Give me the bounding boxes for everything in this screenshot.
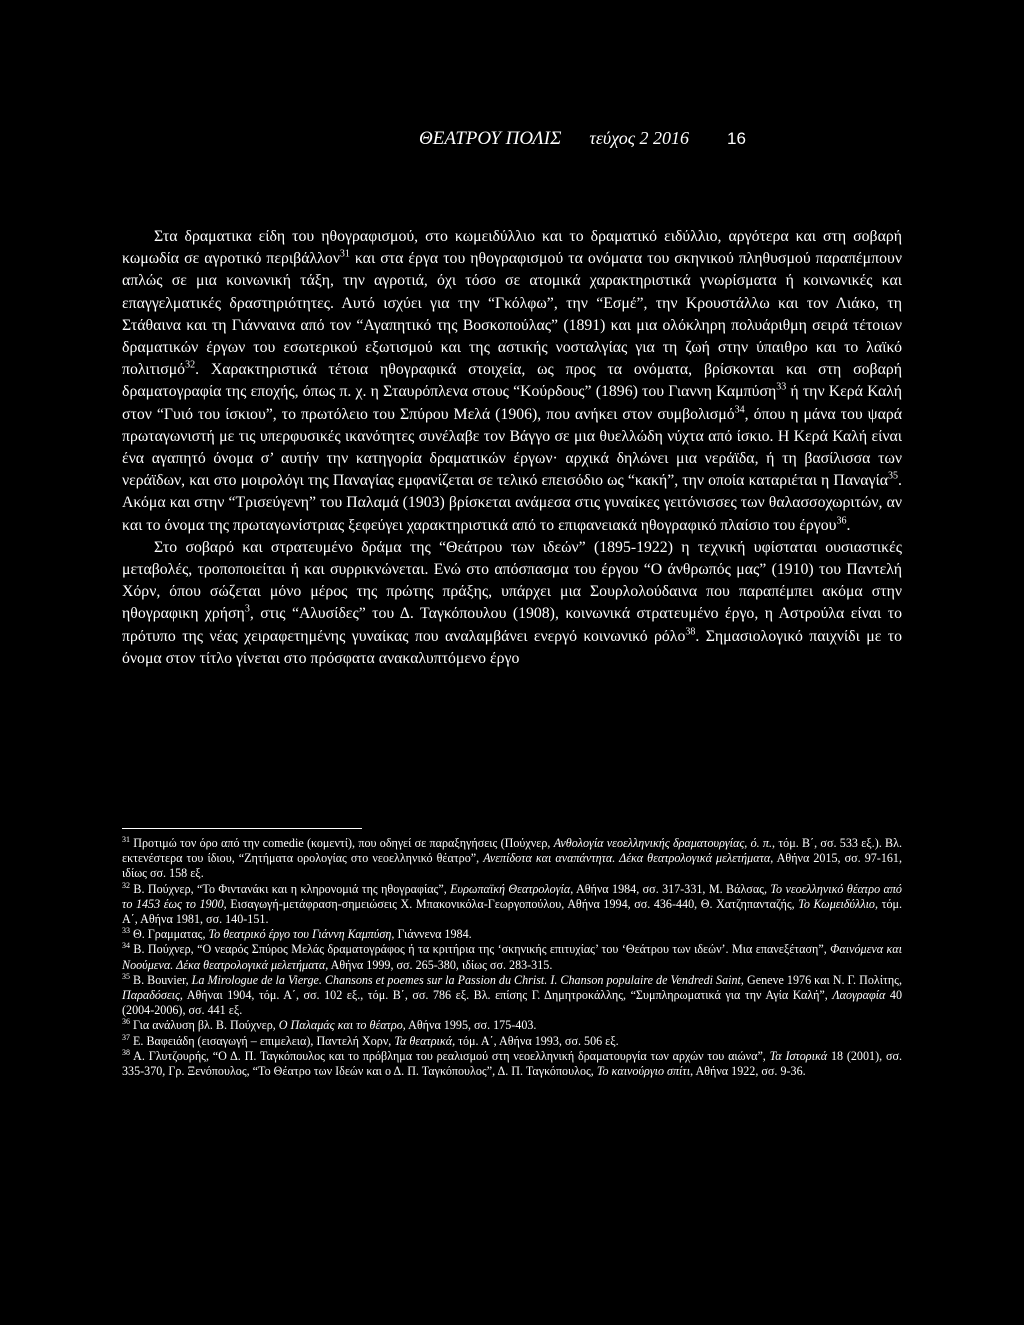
footnote-33 (122, 927, 902, 942)
text-run: Προτιμώ τον όρο από την comedie (κομεντί), που οδηγεί σε παραξηγήσεις (Πούχνερ, (130, 836, 554, 850)
footnote-ref-35: 35 (888, 470, 899, 482)
footnote-32 (122, 882, 902, 928)
italic-title: Το Κωμειδύλλιο (798, 896, 875, 911)
page-number: 16 (727, 129, 746, 148)
footnote-number: 38 (122, 1047, 130, 1057)
italic-title: Το καινούργιο σπίτι (596, 1064, 691, 1079)
footnote-number: 36 (122, 1017, 130, 1027)
text-run: B. Bouvier, (130, 972, 192, 987)
italic-title: Λαογραφία (832, 988, 886, 1003)
footnote-37 (122, 1034, 902, 1049)
footnote-separator (122, 828, 362, 829)
text-run: , Geneve 1976 και Ν. Γ. Πολίτης, (740, 972, 902, 987)
text-run: , Γιάννενα 1984. (391, 927, 472, 942)
text-run: . Χαρακτηριστικά τέτοια ηθογραφικά στοιχεία, ως προς τα ονόματα, βρίσκονται και στη σοβαρή δραματογραφία της εποχής, όπως π. χ. η Σταυρόπλενα στους “Κούρδους” (1896) του Γιαννη Καμπύση (122, 361, 902, 401)
footnote-number: 37 (122, 1032, 130, 1042)
text-run: Στο σοβαρό και στρατευμένο δράμα της “Θεάτρου των ιδεών” (1895-1922) η τεχνική υφίσταται ουσιαστικές μεταβολές, τροποποιείται ή και συρρικνώνεται. Ενώ στο απόσπασμα του έργου “Ο άνθρωπός μας” (1910) του Παντελή Χόρν, όπου σώζεται μόνο μέρος της πρώτης πράξης, υπάρχει μια Σουρλολούδαινα που παραπέμπει ακόμα στην ηθογραφικη χρήση (122, 538, 902, 623)
text-run: ή την Κερά Καλή στον “Γυιό του ίσκιου”, το πρωτόλειο του Σπύρου Μελά (1906), που ανήκει στον συμβολισμό (122, 383, 903, 423)
footnote-ref-36: 36 (836, 515, 847, 527)
italic-title: Ανθολογία νεοελληνικής δραματουργίας, ό. π. (553, 836, 773, 850)
footnote-31 (122, 836, 902, 882)
italic-title: Το νεοελληνικό θέατρο από το 1453 έως το 1900 (122, 881, 902, 911)
text-run: Για ανάλυση βλ. Β. Πούχνερ, (130, 1018, 279, 1033)
italic-title: Ο Παλαμάς και το θέατρο (278, 1018, 403, 1033)
footnote-36 (122, 1018, 902, 1033)
footnote-number: 32 (122, 880, 130, 890)
footnote-34 (122, 942, 902, 972)
footnote-38 (122, 1049, 902, 1079)
text-run: . Ακόμα και στην “Τρισεύγενη” του Παλαμά (1903) βρίσκεται ανάμεσα στις γυναίκες γειτόνισσες των θαλασσοχωριτών, αν και το όνομα της πρωταγωνίστριας ξεφεύγει χαρακτηριστικά από το επιφανειακά ηθογραφικό πλαίσιο του έργου (122, 472, 902, 534)
italic-title: Τα Ιστορικά (769, 1048, 828, 1063)
text-run: , Αθήνα 1995, σσ. 175-403. (402, 1018, 537, 1033)
footnote-ref-32: 32 (185, 359, 196, 371)
text-run: Α. Γλυτζουρής, “Ο Δ. Π. Ταγκόπουλος και το πρόβλημα του ρεαλισμού στη νεοελληνική δραματουργία των αρχών του αιώνα”, (130, 1048, 770, 1063)
footnote-number: 35 (122, 971, 130, 981)
paragraph-1 (122, 226, 902, 537)
footnote-ref-37: 3 (244, 604, 250, 616)
text-run: , τόμ. Α΄, Αθήνα 1993, σσ. 506 εξ. (452, 1033, 619, 1048)
paragraph-2 (122, 537, 902, 670)
running-header (419, 128, 746, 150)
footnote-ref-38: 38 (685, 626, 696, 638)
journal-title: ΘΕΑΤΡΟΥ ΠΟΛΙΣ (419, 128, 562, 149)
footnote-number: 33 (122, 926, 130, 936)
italic-title: Φαινόμενα και Νοούμενα. Δέκα θεατρολογικά μελετήματα (122, 942, 902, 972)
text-run: , Αθήνα 1922, σσ. 9-36. (690, 1064, 806, 1079)
italic-title: Παραδόσεις (122, 988, 180, 1003)
text-run: , τόμ. Β΄, σσ. 533 εξ.). Βλ. εκτενέστερα του ίδιου, “Ζητήματα ορολογίας στο νεοελληνικό θέατρο”, (122, 836, 902, 866)
italic-title: Ευρωπαϊκή Θεατρολογία (450, 881, 571, 896)
footnote-35 (122, 973, 902, 1019)
text-run: , στις “Αλυσίδες” του Δ. Ταγκόπουλου (1908), κοινωνικά στρατευμένο έργο, η Αστρούλα είναι το πρότυπο της νέας χειραφετημένης γυναίκας που αναλαμβάνει ενεργό κοινωνικό ρόλο (122, 605, 902, 645)
footnote-ref-33: 33 (776, 382, 787, 394)
italic-title: Ανεπίδοτα και αναπάντητα. Δέκα θεατρολογικά μελετήματα (483, 851, 771, 866)
text-run: , Αθήνα 2015, σσ. 97-161, ιδίως σσ. 158 εξ. (122, 851, 902, 881)
text-run: , τόμ. Α΄, Αθήνα 1981, σσ. 140-151. (122, 896, 902, 927)
text-run: , Αθήνα 1984, σσ. 317-331, Μ. Βάλσας, (570, 881, 771, 896)
text-run: Ε. Βαφειάδη (εισαγωγή – επιμελεια), Παντελή Χορν, (130, 1033, 395, 1048)
footnotes (122, 836, 902, 1079)
footnote-ref-31: 31 (339, 248, 350, 260)
text-run: , όπου η μάνα του ψαρά πρωταγωνιστή με τις υπερφυσικές ικανότητες συνέλαβε τον Βάγγο σε μια θυελλώδη νύχτα από ίσκιο. Η Κερά Καλή είναι ένα αγαπητό όνομα σ’ αυτήν την κατηγορία δραματικών έργων· αρχικά δηλώνει μια νεράϊδα, ή τη βασίλισσα των νεράϊδων, και στο μοιρολόγι της Παναγίας εμφανίζεται σε τελικό επεισόδιο ως “κακή”, την οποία καταριέται η Παναγία (122, 405, 903, 490)
footnote-number: 34 (122, 941, 130, 951)
text-run: και στα έργα του ηθογραφισμού τα ονόματα του σκηνικού πληθυσμού παραπέμπουν απλώς σε μια κοινωνική τάξη, την αγροτιά, όχι τόσο σε ατομικά χαρακτηριστικά γνωρίσματα ή κοινωνικές και επαγγελματικές δραστηριότητες. Αυτό ισχύει για την “Γκόλφω”, την “Εσμέ”, την Κρουστάλλω και τον Λιάκο, τη Στάθαινα και τη Γιάνναινα από τον “Αγαπητικό της Βοσκοπούλας” (1891) και μια ολόκληρη πολυάριθμη σειρά τέτοιων δραματικών έργων του εσωτερικού εξωτισμού και της αστικής νοσταλγίας για τη ζωή στην ύπαιθρο και το λαϊκό πολιτισμό (122, 250, 902, 379)
footnote-ref-34: 34 (734, 404, 745, 416)
italic-title: La Mirologue de la Vierge. Chansons et poemes sur la Passion du Christ. I. Chanson populaire de Vendredi Saint (191, 972, 741, 987)
text-run: , Αθήνα 1999, σσ. 265-380, ιδίως σσ. 283-315. (325, 957, 553, 972)
text-run: . (846, 516, 851, 534)
text-run: 40 (2004-2006), σσ. 441 εξ. (122, 988, 902, 1018)
text-run: , Αθήναι 1904, τόμ. Α΄, σσ. 102 εξ., τόμ. Β΄, σσ. 786 εξ. Βλ. επίσης Γ. Δημητροκάλλης, “Συμπληρωματικά για την Αγία Καλή”, (179, 988, 833, 1003)
text-run: Β. Πούχνερ, “Ο νεαρός Σπύρος Μελάς δραματογράφος ή τα κριτήρια της ‘σκηνικής επιτυχίας’ του ‘Θεάτρου των ιδεών’. Μια επανεξέταση”, (130, 942, 831, 957)
text-run: , Εισαγωγή-μετάφραση-σημειώσεις Χ. Μπακονικόλα-Γεωργοπούλου, Αθήνα 1994, σσ. 436-440, Θ. Χατζηπανταζής, (223, 896, 799, 911)
text-run: . Σημασιολογικό παιχνίδι με το όνομα στον τίτλο γίνεται στο πρόσφατα ανακαλυπτόμενο έργο (122, 627, 902, 667)
body-text (122, 226, 902, 670)
italic-title: Τα θεατρικά (394, 1033, 453, 1048)
issue-label: τεύχος 2 2016 (589, 128, 690, 148)
text-run: Στα δραματικα είδη του ηθογραφισμού, στο κωμειδύλλιο και το δραματικό ειδύλλιο, αργότερα και στη σοβαρή κωμωδία σε αγροτικό περιβάλλον (122, 228, 902, 268)
text-run: 18 (2001), σσ. 335-370, Γρ. Ξενόπουλος, “Το Θέατρο των Ιδεών και ο Δ. Π. Ταγκόπουλος”, Δ. Π. Ταγκόπουλος, (122, 1048, 903, 1079)
italic-title: Το θεατρικό έργο του Γιάννη Καμπύση (208, 927, 392, 942)
text-run: Θ. Γραμματας, (130, 927, 209, 942)
text-run: Β. Πούχνερ, “Το Φιντανάκι και η κληρονομιά της ηθογραφίας”, (130, 881, 451, 896)
footnote-number: 31 (122, 834, 130, 844)
